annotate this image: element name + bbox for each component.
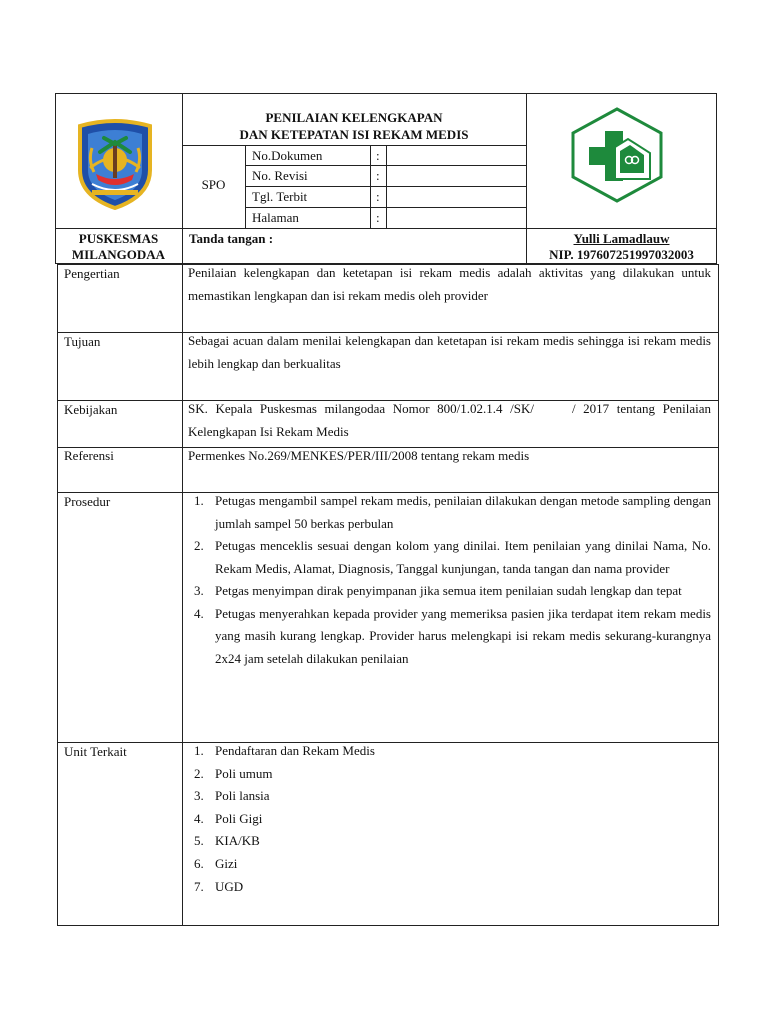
list-item: 1. Pendaftaran dan Rekam Medis bbox=[194, 743, 375, 758]
section-text-pengertian: Penilaian kelengkapan dan ketetapan isi rekam medis adalah aktivitas yang dilakukan untuk memastikan lengkapan dan isi rekam medis oleh provider bbox=[188, 265, 711, 303]
meta-sep: : bbox=[376, 210, 380, 225]
meta-label-no-dokumen: No.Dokumen bbox=[252, 148, 323, 163]
prosedur-list bbox=[188, 490, 711, 670]
document-title-line1: PENILAIAN KELENGKAPAN bbox=[265, 110, 443, 125]
section-label-kebijakan: Kebijakan bbox=[64, 402, 118, 417]
list-item: 7. UGD bbox=[194, 878, 244, 894]
meta-label-halaman: Halaman bbox=[252, 210, 299, 225]
list-item: 2. Poli umum bbox=[194, 765, 273, 781]
list-item: 2. Petugas menceklis sesuai dengan kolom yang dinilai. Item penilaian yang dinilai Nama, No. Rekam Medis, Alamat, Diagnosis, Tanggal kunjungan, tanda tangan dan nama provider bbox=[194, 538, 711, 576]
section-label-pengertian: Pengertian bbox=[64, 266, 120, 281]
section-label-tujuan: Tujuan bbox=[64, 334, 101, 349]
signature-label: Tanda tangan : bbox=[189, 231, 274, 246]
signer-nip: NIP. 197607251997032003 bbox=[549, 247, 694, 262]
meta-sep: : bbox=[376, 168, 380, 183]
list-item: 5. KIA/KB bbox=[194, 833, 260, 849]
list-item: 1. Petugas mengambil sampel rekam medis, penilaian dilakukan dengan metode sampling dengan jumlah sampel 50 berkas perbulan bbox=[194, 493, 711, 531]
section-label-unit-terkait: Unit Terkait bbox=[64, 744, 127, 759]
section-label-prosedur: Prosedur bbox=[64, 494, 111, 509]
list-item: 3. Poli lansia bbox=[194, 788, 270, 804]
meta-sep: : bbox=[376, 148, 380, 163]
list-item: 4. Petugas menyerahkan kepada provider yang memeriksa pasien jika terdapat item rekam medis yang masih kurang lengkap. Provider harus melengkapi isi rekam medis sekurang-kurangnya 2x24 jam setelah dilakukan penilaian bbox=[194, 605, 711, 666]
list-item: 4. Poli Gigi bbox=[194, 810, 263, 826]
section-text-tujuan: Sebagai acuan dalam menilai kelengkapan dan ketetapan isi rekam medis sehingga isi rekam medis lebih lengkap dan berkualitas bbox=[188, 333, 711, 371]
meta-label-no-revisi: No. Revisi bbox=[252, 168, 308, 183]
list-item: 3. Petgas menyimpan dirak penyimpanan jika semua item penilaian sudah lengkap dan tepat bbox=[194, 583, 682, 598]
meta-sep: : bbox=[376, 189, 380, 204]
meta-label-tgl-terbit: Tgl. Terbit bbox=[252, 189, 308, 204]
section-text-kebijakan: SK. Kepala Puskesmas milangodaa Nomor 800/1.02.1.4 /SK/ / 2017 tentang Penilaian Kelengkapan Isi Rekam Medis bbox=[188, 401, 715, 439]
regional-crest-icon bbox=[70, 118, 160, 210]
org-name-line1: PUSKESMAS bbox=[78, 231, 159, 246]
unit-terkait-list bbox=[188, 740, 711, 898]
puskesmas-cross-icon bbox=[570, 107, 664, 203]
org-name-line2: MILANGODAA bbox=[71, 247, 166, 262]
section-label-referensi: Referensi bbox=[64, 448, 114, 463]
document-title-line2: DAN KETEPATAN ISI REKAM MEDIS bbox=[239, 127, 469, 142]
signer-name: Yulli Lamadlauw bbox=[573, 231, 670, 246]
section-text-referensi: Permenkes No.269/MENKES/PER/III/2008 tentang rekam medis bbox=[188, 448, 530, 463]
spo-label: SPO bbox=[201, 177, 226, 192]
list-item: 6. Gizi bbox=[194, 855, 238, 871]
